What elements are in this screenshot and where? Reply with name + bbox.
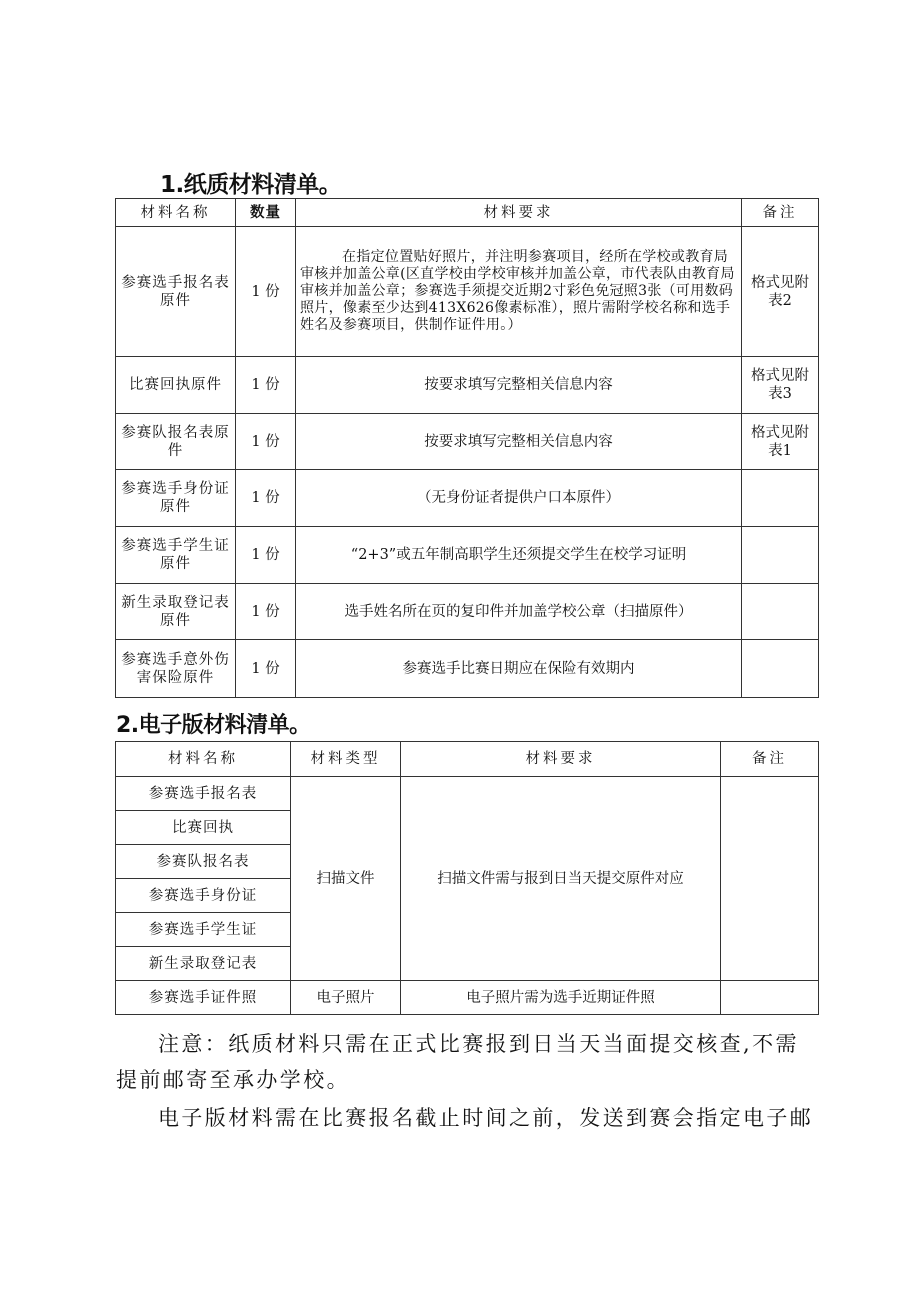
electronic-materials-table: [115, 741, 819, 1015]
material-name: 参赛选手报名表原件: [116, 227, 236, 357]
material-name: 参赛队报名表原件: [116, 414, 236, 470]
material-qty: 1 份: [236, 527, 296, 584]
note-paragraph: 注意：纸质材料只需在正式比赛报到日当天当面提交核查,不需提前邮寄至承办学校。: [116, 1032, 799, 1092]
material-req: 扫描文件需与报到日当天提交原件对应: [401, 777, 721, 981]
material-qty: 1 份: [236, 584, 296, 640]
material-qty: 1 份: [236, 227, 296, 357]
table-row: [116, 981, 819, 1015]
material-req: 按要求填写完整相关信息内容: [296, 414, 742, 470]
header-name: 材料名称: [116, 742, 291, 777]
table-header-row: [116, 199, 819, 227]
material-name: 参赛选手证件照: [116, 981, 291, 1015]
header-note: 备注: [742, 199, 819, 227]
header-note: 备注: [721, 742, 819, 777]
material-name: 参赛选手学生证原件: [116, 527, 236, 584]
material-name: 参赛队报名表: [116, 845, 291, 879]
table-row: [116, 414, 819, 470]
table-row: [116, 470, 819, 527]
table-row: [116, 527, 819, 584]
material-name: 参赛选手身份证: [116, 879, 291, 913]
header-type: 材料类型: [291, 742, 401, 777]
material-req: 按要求填写完整相关信息内容: [296, 357, 742, 414]
header-req: 材料要求: [296, 199, 742, 227]
table-header-row: [116, 742, 819, 777]
table-row: [116, 640, 819, 698]
material-note: [742, 527, 819, 584]
material-req: “2+3”或五年制高职学生还须提交学生在校学习证明: [296, 527, 742, 584]
material-type: 扫描文件: [291, 777, 401, 981]
material-name: 比赛回执原件: [116, 357, 236, 414]
paper-materials-table: [115, 198, 819, 698]
material-note: [742, 584, 819, 640]
material-note: 格式见附表3: [742, 357, 819, 414]
material-name: 参赛选手身份证原件: [116, 470, 236, 527]
material-req: 参赛选手比赛日期应在保险有效期内: [296, 640, 742, 698]
material-req: 选手姓名所在页的复印件并加盖学校公章（扫描原件）: [296, 584, 742, 640]
note-paragraph-2: 电子版材料需在比赛报名截止时间之前，发送到赛会指定电子邮: [158, 1106, 814, 1130]
table-row: [116, 777, 819, 811]
material-note: 格式见附表1: [742, 414, 819, 470]
material-name: 新生录取登记表: [116, 947, 291, 981]
material-note: [742, 640, 819, 698]
table-row: [116, 584, 819, 640]
material-type: 电子照片: [291, 981, 401, 1015]
material-qty: 1 份: [236, 470, 296, 527]
material-note: [721, 777, 819, 981]
material-name: 比赛回执: [116, 811, 291, 845]
material-req-text: 在指定位置贴好照片，并注明参赛项目，经所在学校或教育局审核并加盖公章(区直学校由学校审核并加盖公章，市代表队由教育局审核并加盖公章；参赛选手须提交近期2寸彩色免冠照3张（可用数码照片，像素至少达到413X626像素标准），照片需附学校名称和选手姓名及参赛项目，供制作证件用。）: [300, 249, 735, 333]
section2-heading: 2.电子版材料清单。: [116, 713, 311, 738]
material-note: [721, 981, 819, 1015]
material-qty: 1 份: [236, 640, 296, 698]
header-name: 材料名称: [116, 199, 236, 227]
header-req: 材料要求: [401, 742, 721, 777]
table-row: [116, 357, 819, 414]
material-name: 新生录取登记表原件: [116, 584, 236, 640]
material-name: 参赛选手意外伤害保险原件: [116, 640, 236, 698]
material-name: 参赛选手报名表: [116, 777, 291, 811]
material-req: [296, 227, 742, 357]
material-note: [742, 470, 819, 527]
material-qty: 1 份: [236, 414, 296, 470]
header-qty: 数量: [236, 199, 296, 227]
material-note: 格式见附表2: [742, 227, 819, 357]
table-row: [116, 227, 819, 357]
material-req: （无身份证者提供户口本原件）: [296, 470, 742, 527]
section1-heading: 1.纸质材料清单。: [160, 172, 342, 198]
material-req: 电子照片需为选手近期证件照: [401, 981, 721, 1015]
material-name: 参赛选手学生证: [116, 913, 291, 947]
material-qty: 1 份: [236, 357, 296, 414]
